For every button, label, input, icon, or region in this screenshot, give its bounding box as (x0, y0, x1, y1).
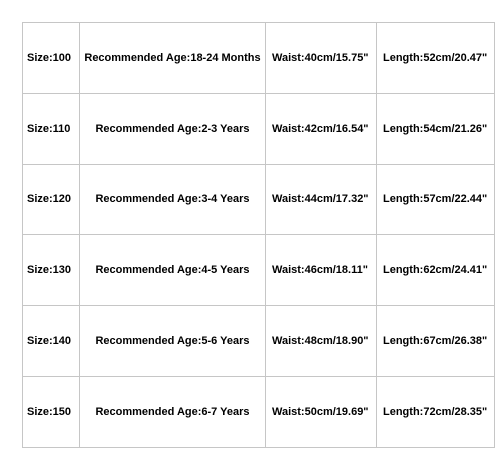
length-cell: Length:54cm/21.26" (377, 93, 495, 164)
length-cell: Length:57cm/22.44" (377, 164, 495, 235)
size-cell: Size:140 (23, 306, 80, 377)
recommended-age-cell: Recommended Age:18-24 Months (80, 23, 266, 94)
size-cell: Size:150 (23, 376, 80, 447)
recommended-age-cell: Recommended Age:6-7 Years (80, 376, 266, 447)
recommended-age-cell: Recommended Age:4-5 Years (80, 235, 266, 306)
waist-cell: Waist:42cm/16.54" (266, 93, 377, 164)
length-cell: Length:62cm/24.41" (377, 235, 495, 306)
table-row (23, 164, 495, 235)
size-cell: Size:130 (23, 235, 80, 306)
table-row (23, 306, 495, 377)
recommended-age-cell: Recommended Age:3-4 Years (80, 164, 266, 235)
size-cell: Size:110 (23, 93, 80, 164)
length-cell: Length:67cm/26.38" (377, 306, 495, 377)
table-row (23, 93, 495, 164)
size-cell: Size:120 (23, 164, 80, 235)
table-row (23, 23, 495, 94)
length-cell: Length:52cm/20.47" (377, 23, 495, 94)
size-cell: Size:100 (23, 23, 80, 94)
waist-cell: Waist:44cm/17.32" (266, 164, 377, 235)
recommended-age-cell: Recommended Age:2-3 Years (80, 93, 266, 164)
table-row (23, 235, 495, 306)
length-cell: Length:72cm/28.35" (377, 376, 495, 447)
size-chart-table (22, 22, 495, 448)
waist-cell: Waist:46cm/18.11" (266, 235, 377, 306)
waist-cell: Waist:40cm/15.75" (266, 23, 377, 94)
waist-cell: Waist:48cm/18.90" (266, 306, 377, 377)
table-row (23, 376, 495, 447)
waist-cell: Waist:50cm/19.69" (266, 376, 377, 447)
recommended-age-cell: Recommended Age:5-6 Years (80, 306, 266, 377)
